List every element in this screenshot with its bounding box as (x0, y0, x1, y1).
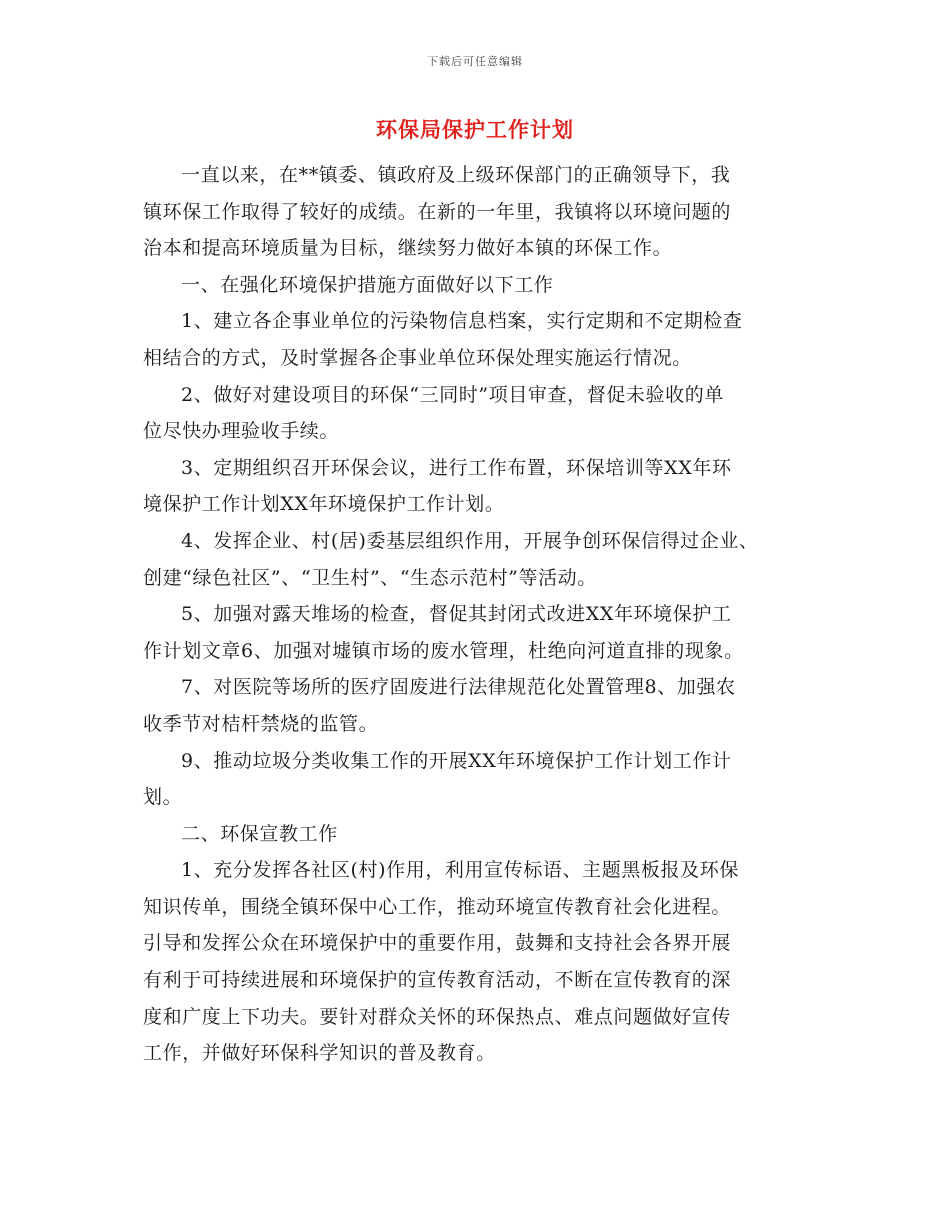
text-line: 有利于可持续进展和环境保护的宣传教育活动，不断在宣传教育的深 (143, 969, 732, 992)
text-line: 2、做好对建设项目的环保“三同时”项目审查，督促未验收的单 (181, 383, 724, 406)
page-header: 下载后可任意编辑 (427, 55, 523, 68)
text-line: 境保护工作计划XX年环境保护工作计划。 (143, 493, 505, 516)
text-line: 5、加强对露天堆场的检查，督促其封闭式改进XX年环境保护工 (181, 603, 732, 626)
text-line: 一直以来，在**镇委、镇政府及上级环保部门的正确领导下，我 (181, 164, 731, 186)
text-line: 治本和提高环境质量为目标，继续努力做好本镇的环保工作。 (143, 237, 673, 260)
document-title: 环保局保护工作计划 (376, 117, 574, 142)
text-line: 一、在强化环境保护措施方面做好以下工作 (181, 273, 554, 296)
text-line: 收季节对桔杆禁烧的监管。 (143, 712, 379, 735)
text-line: 二、环保宣教工作 (181, 822, 338, 845)
text-line: 工作，并做好环保科学知识的普及教育。 (143, 1042, 496, 1065)
text-line: 7、对医院等场所的医疗固废进行法律规范化处置管理8、加强农 (181, 676, 736, 699)
text-line: 位尽快办理验收手续。 (143, 420, 340, 443)
text-line: 9、推动垃圾分类收集工作的开展XX年环境保护工作计划工作计 (181, 749, 732, 772)
text-line: 划。 (143, 786, 183, 809)
text-line: 作计划文章6、加强对墟镇市场的废水管理，杜绝向河道直排的现象。 (143, 639, 744, 662)
text-line: 1、建立各企事业单位的污染物信息档案，实行定期和不定期检查 (181, 310, 743, 333)
text-line: 知识传单，围绕全镇环保中心工作，推动环境宣传教育社会化进程。 (143, 895, 732, 918)
text-line: 镇环保工作取得了较好的成绩。在新的一年里，我镇将以环境问题的 (143, 200, 732, 223)
text-line: 度和广度上下功夫。要针对群众关怀的环保热点、难点问题做好宣传 (143, 1005, 732, 1028)
document-body (143, 157, 833, 1072)
text-line: 1、充分发挥各社区(村)作用，利用宣传标语、主题黑板报及环保 (181, 859, 739, 882)
text-line: 引导和发挥公众在环境保护中的重要作用，鼓舞和支持社会各界开展 (143, 932, 732, 955)
text-line: 3、定期组织召开环保会议，进行工作布置，环保培训等XX年环 (181, 456, 732, 479)
text-line: 4、发挥企业、村(居)委基层组织作用，开展争创环保信得过企业、 (181, 529, 759, 552)
text-line: 创建“绿色社区”、“卫生村”、“生态示范村”等活动。 (143, 566, 597, 589)
text-line: 相结合的方式，及时掌握各企事业单位环保处理实施运行情况。 (143, 346, 692, 369)
